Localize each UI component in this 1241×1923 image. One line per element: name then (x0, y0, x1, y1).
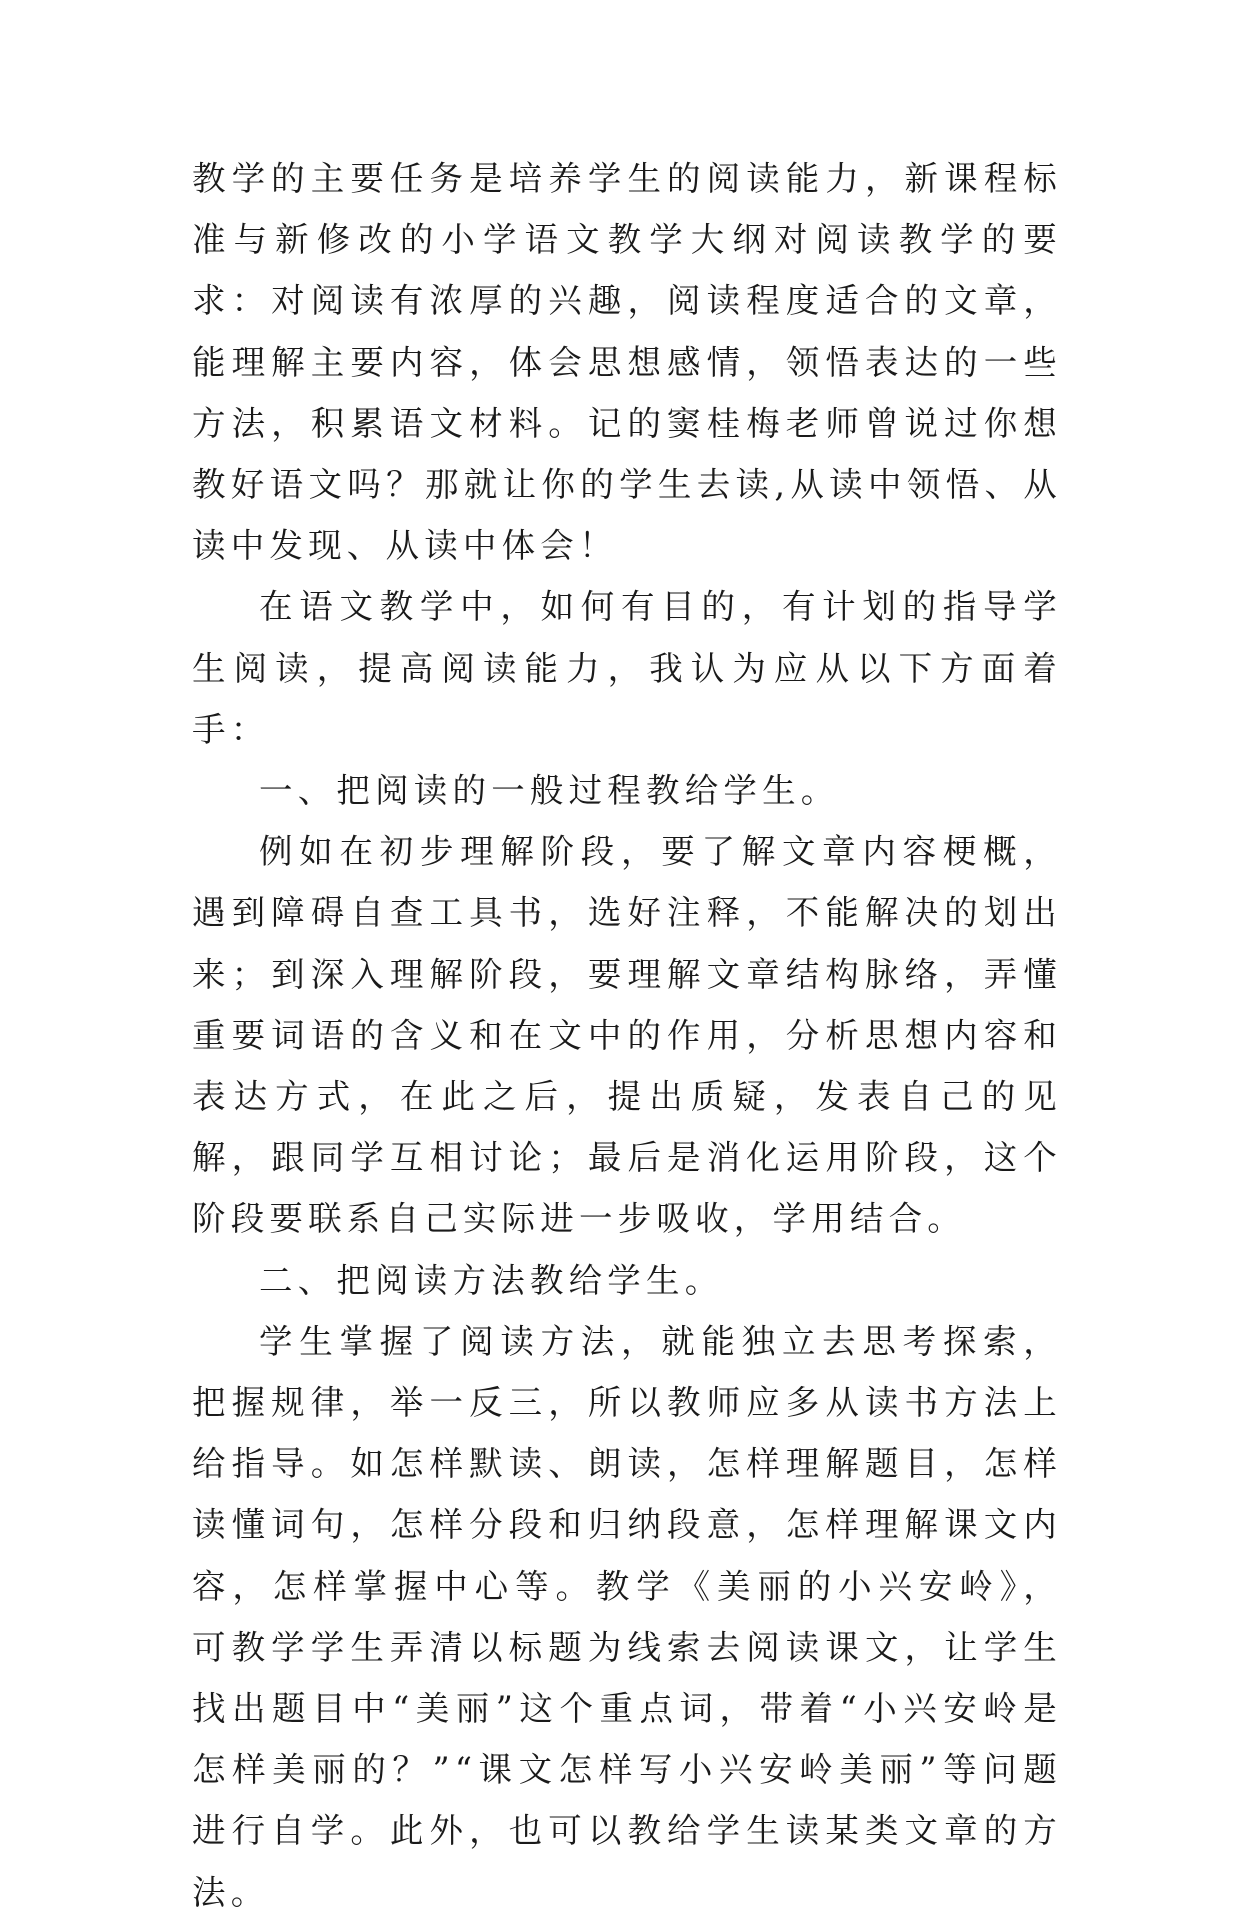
paragraph-reading-methods: 学生掌握了阅读方法，就能独立去思考探索，把握规律，举一反三，所以教师应多从读书方法上给指导。如怎样默读、朗读，怎样理解题目，怎样读懂词句，怎样分段和归纳段意，怎样理解课文内容，怎样掌握中心等。教学《美丽的小兴安岭》，可教学学生弄清以标题为线索去阅读课文，让学生找出题目中“美丽”这个重点词，带着“小兴安岭是怎样美丽的？”“课文怎样写小兴安岭美丽”等问题进行自学。此外，也可以教给学生读某类文章的方法。 (192, 1321, 1062, 1912)
paragraph-reading-process: 例如在初步理解阶段，要了解文章内容梗概，遇到障碍自查工具书，选好注释，不能解决的划出来；到深入理解阶段，要理解文章结构脉络，弄懂重要词语的含义和在文中的作用，分析思想内容和表达方式，在此之后，提出质疑，发表自己的见解，跟同学互相讨论；最后是消化运用阶段，这个阶段要联系自己实际进一步吸收，学用结合。 (192, 832, 1062, 1239)
paragraph-intro: 教学的主要任务是培养学生的阅读能力，新课程标准与新修改的小学语文教学大纲对阅读教学的要求：对阅读有浓厚的兴趣，阅读程度适合的文章，能理解主要内容，体会思想感情，领悟表达的一些方法，积累语文材料。记的窦桂梅老师曾说过你想教好语文吗？那就让你的学生去读,从读中领悟、从读中发现、从读中体会！ (192, 159, 1062, 566)
paragraph-approach: 在语文教学中，如何有目的，有计划的指导学生阅读，提高阅读能力，我认为应从以下方面着手： (192, 587, 1062, 749)
section-heading-two: 二、把阅读方法教给学生。 (259, 1260, 724, 1300)
body-text (192, 148, 1062, 1923)
section-heading-one: 一、把阅读的一般过程教给学生。 (259, 771, 840, 811)
